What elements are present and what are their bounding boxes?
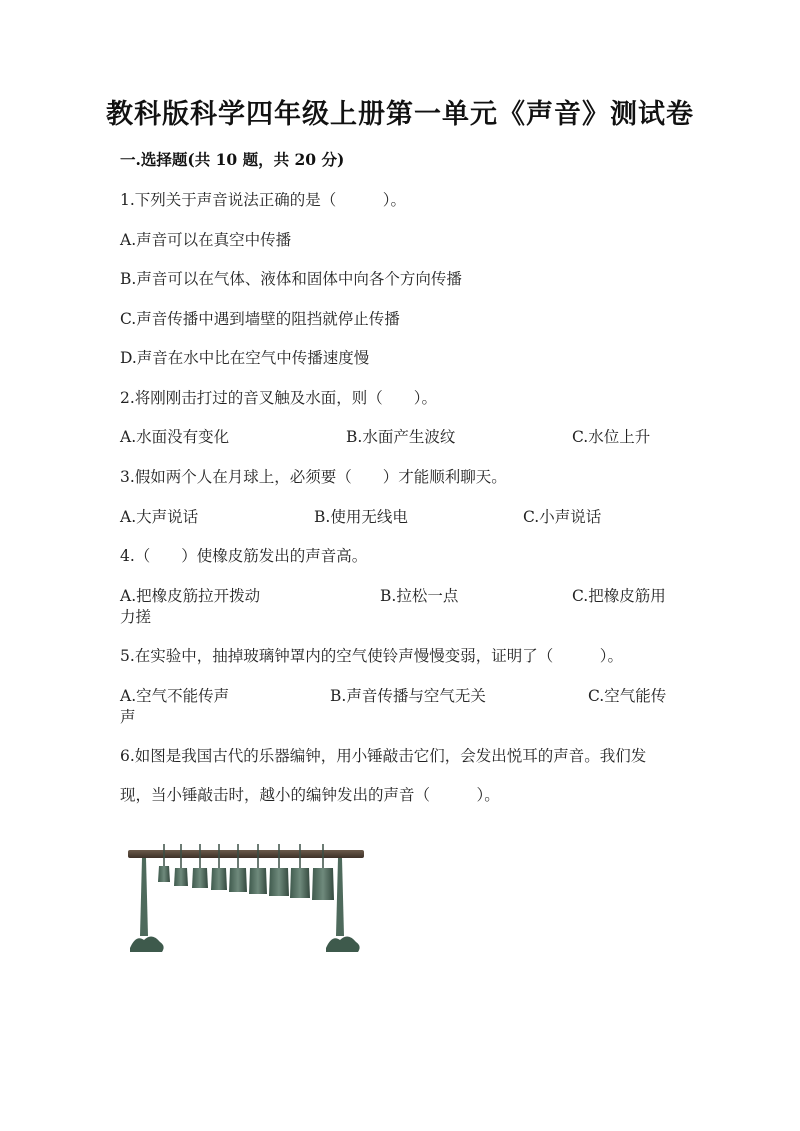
question-3-option-b: B.使用无线电 — [314, 508, 408, 526]
question-4-option-c: C.把橡皮筋用 — [572, 587, 666, 605]
question-2-option-b: B.水面产生波纹 — [346, 428, 456, 446]
question-5-option-b: B.声音传播与空气无关 — [330, 687, 486, 705]
left-base — [130, 936, 164, 952]
left-post — [140, 858, 148, 936]
bell — [229, 868, 247, 892]
question-3-option-a: A.大声说话 — [120, 508, 199, 526]
question-2-stem: 2.将刚刚击打过的音叉触及水面，则（ ）。 — [120, 389, 438, 407]
question-1-option-c: C.声音传播中遇到墙壁的阻挡就停止传播 — [120, 310, 400, 328]
bell — [312, 868, 334, 900]
question-5-option-a: A.空气不能传声 — [120, 687, 230, 705]
bell — [211, 868, 227, 890]
question-3-stem: 3.假如两个人在月球上，必须要（ ）才能顺利聊天。 — [120, 468, 507, 486]
question-4-stem: 4.（ ）使橡皮筋发出的声音高。 — [120, 547, 368, 565]
bell — [158, 866, 170, 882]
question-5-stem: 5.在实验中，抽掉玻璃钟罩内的空气使铃声慢慢变弱，证明了（ ）。 — [120, 647, 624, 665]
question-3-option-c: C.小声说话 — [523, 508, 602, 526]
page-title: 教科版科学四年级上册第一单元《声音》测试卷 — [106, 99, 694, 130]
question-4-option-a: A.把橡皮筋拉开拨动 — [120, 587, 261, 605]
question-6-stem-line-1: 6.如图是我国古代的乐器编钟，用小锤敲击它们，会发出悦耳的声音。我们发 — [120, 747, 647, 765]
bell — [192, 868, 208, 888]
question-1-option-b: B.声音可以在气体、液体和固体中向各个方向传播 — [120, 270, 462, 288]
right-base — [326, 936, 360, 952]
question-4-option-b: B.拉松一点 — [380, 587, 459, 605]
bianzhong-bells-illustration — [122, 836, 372, 961]
question-1-option-d: D.声音在水中比在空气中传播速度慢 — [120, 349, 370, 367]
question-4-option-c-continued: 力搓 — [120, 608, 152, 626]
question-5-option-c-continued: 声 — [120, 708, 136, 726]
right-post — [336, 858, 344, 936]
bell — [174, 868, 188, 886]
question-5-option-c: C.空气能传 — [588, 687, 667, 705]
bell — [249, 868, 267, 894]
question-1-stem: 1.下列关于声音说法正确的是（ ）。 — [120, 191, 407, 209]
bell — [269, 868, 289, 896]
bell — [290, 868, 310, 898]
question-1-option-a: A.声音可以在真空中传播 — [120, 231, 292, 249]
question-6-stem-line-2: 现，当小锤敲击时，越小的编钟发出的声音（ ）。 — [120, 786, 500, 804]
question-2-option-a: A.水面没有变化 — [120, 428, 230, 446]
section-heading: 一.选择题(共 10 题，共 20 分) — [120, 150, 345, 169]
question-2-option-c: C.水位上升 — [572, 428, 651, 446]
